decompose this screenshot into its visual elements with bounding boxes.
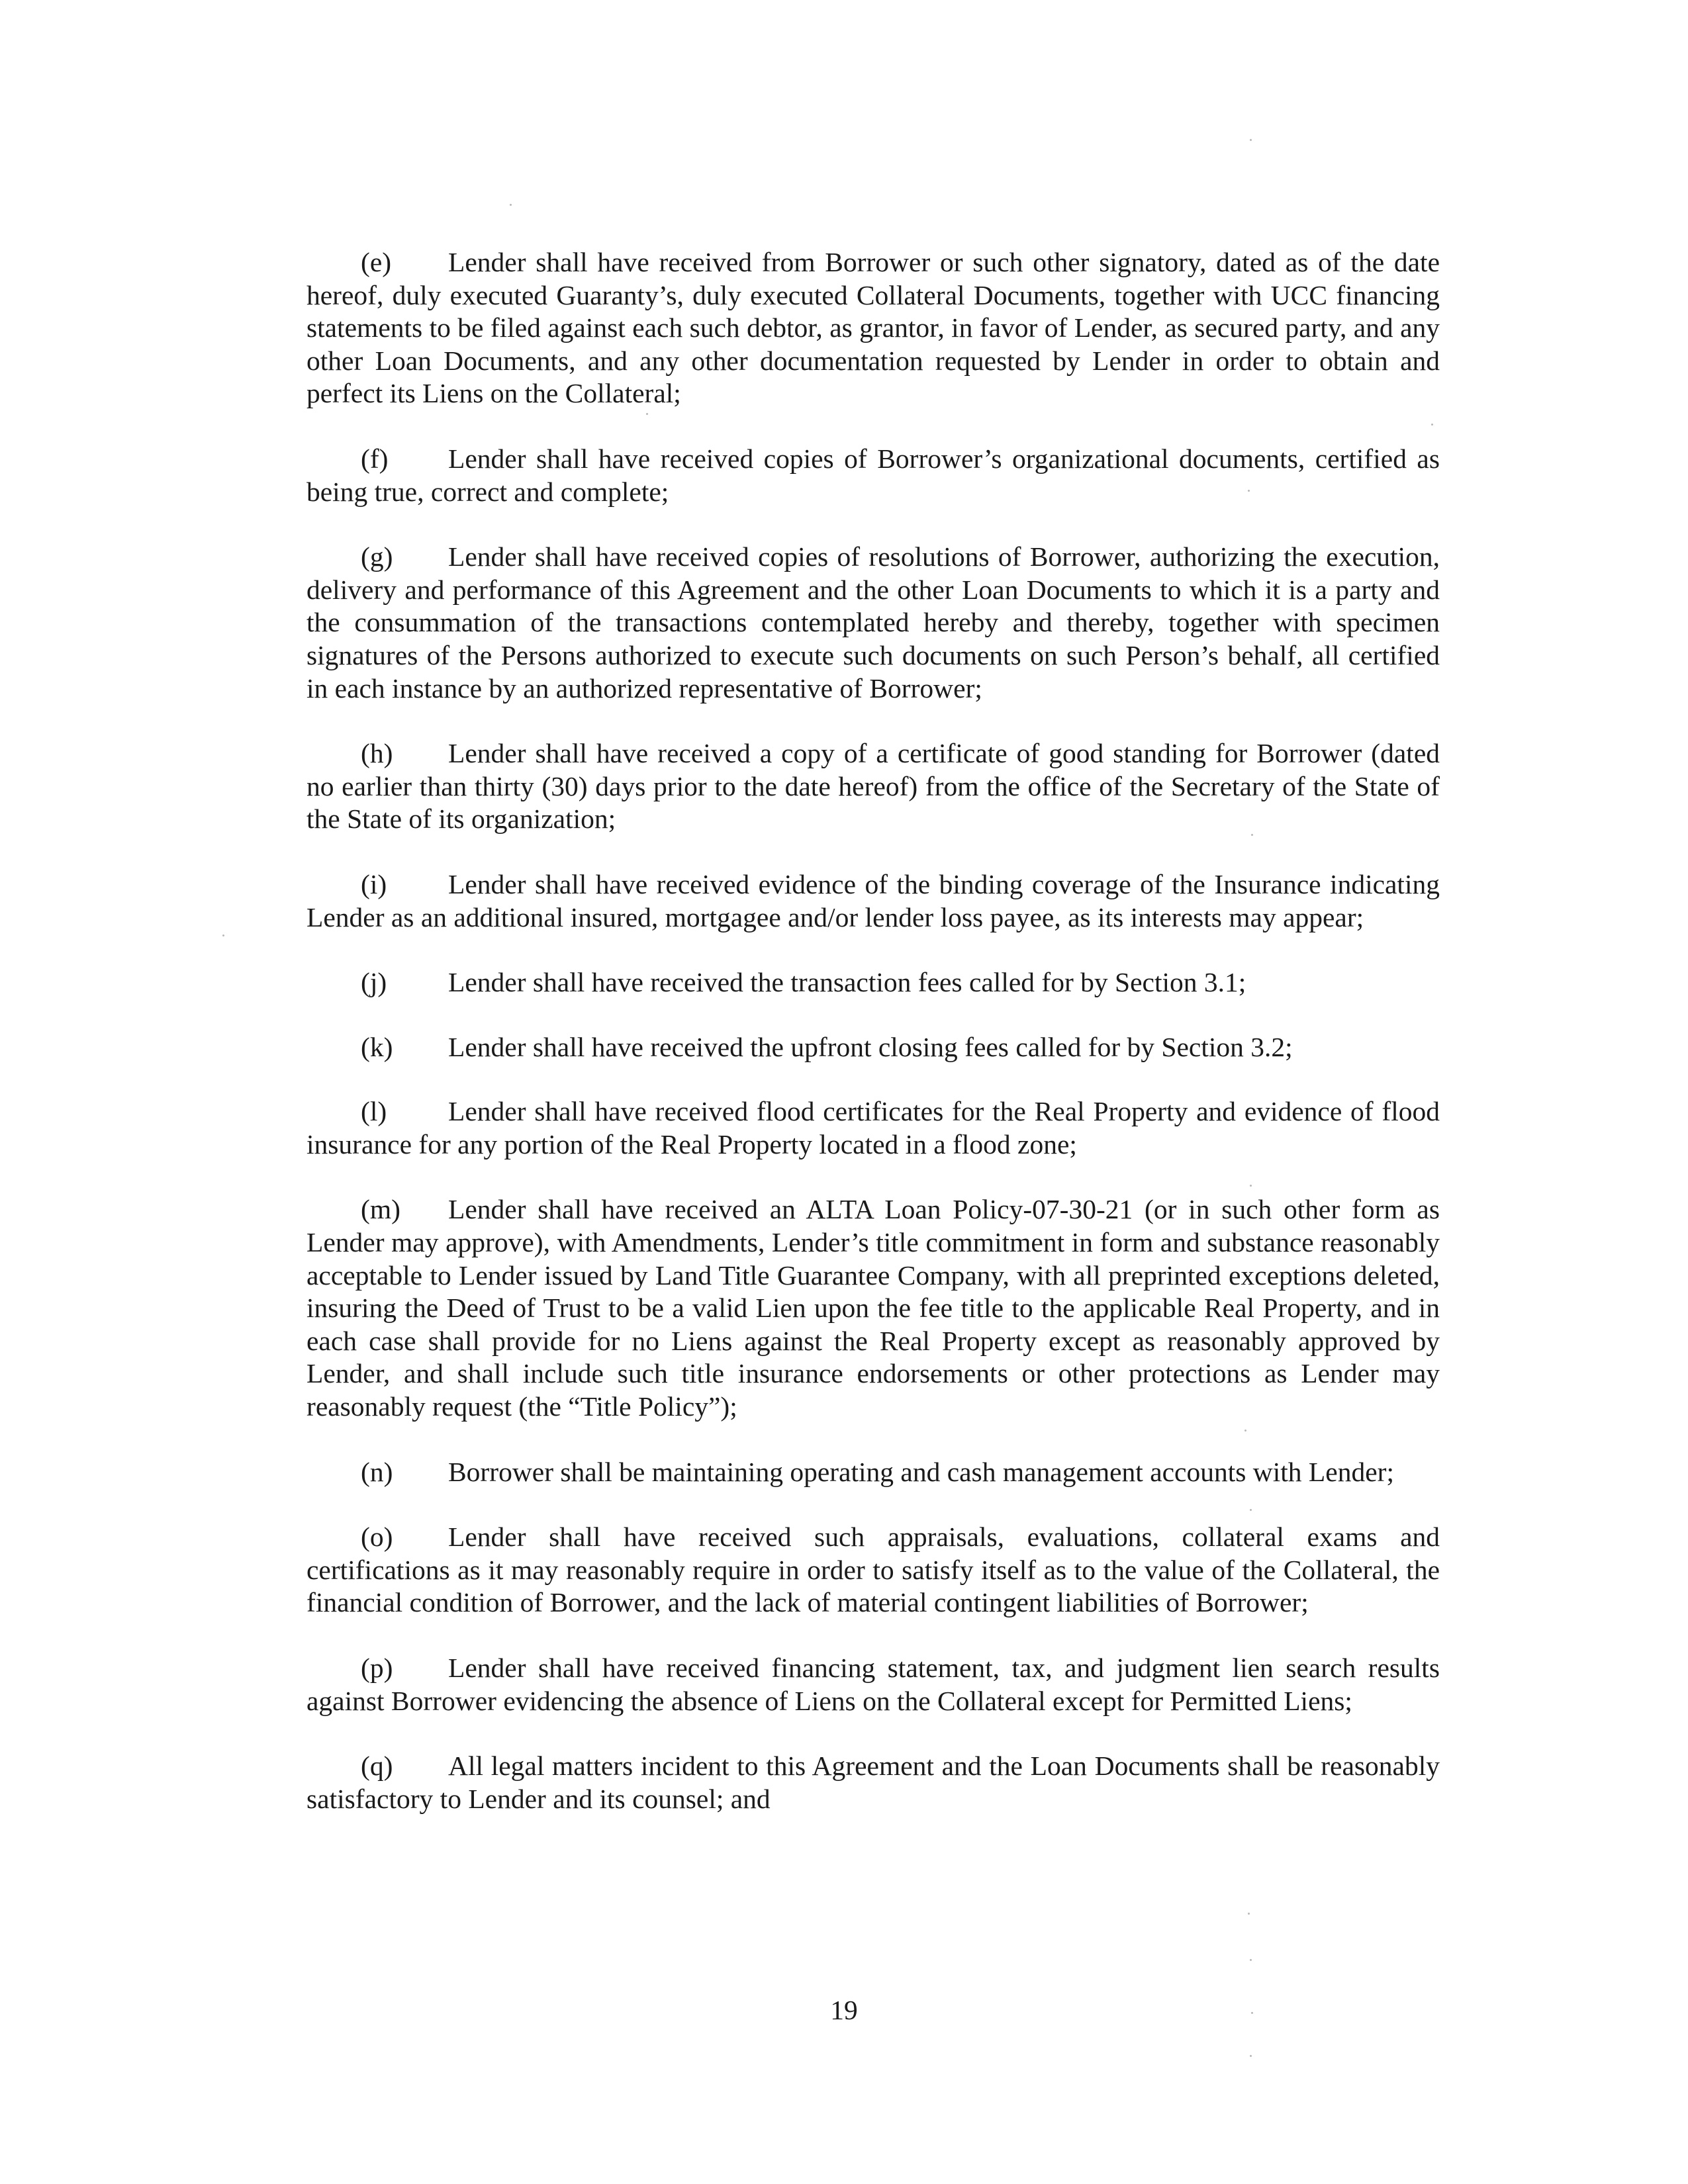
paragraph-text: Lender shall have received an ALTA Loan Policy-07-30-21 (or in such other form as Lender may approve), with Amendments, Lender’s title commitment in form and substance reasonably acceptable to Lender issued by Land Title Guarantee Company, with all preprinted exceptions deleted, insuring the Deed of Trust to be a valid Lien upon the fee title to the applicable Real Property, and in each case shall provide for no Liens against the Real Property except as reasonably approved by Lender, and shall include such title insurance endorsements or other protections as Lender may reasonably request (the “Title Policy”); [306,1194,1440,1422]
paragraph-i [306,868,1440,934]
paragraph-text: Lender shall have received such appraisals, evaluations, collateral exams and certifications as it may reasonably require in order to satisfy itself as to the value of the Collateral, the financial condition of Borrower, and the lack of material contingent liabilities of Borrower; [306,1522,1440,1618]
paragraph-text: Lender shall have received the transaction fees called for by Section 3.1; [448,967,1246,998]
paragraph-text: Lender shall have received copies of Borrower’s organizational documents, certified as being true, correct and complete; [306,443,1440,507]
paragraph-text: Lender shall have received flood certificates for the Real Property and evidence of flood insurance for any portion of the Real Property located in a flood zone; [306,1096,1440,1160]
scan-speck [1251,834,1253,836]
paragraph-e [306,246,1440,410]
scan-speck [1250,1959,1252,1961]
paragraph-g [306,541,1440,705]
scan-speck [1248,490,1250,492]
scan-speck [1251,2012,1253,2014]
scan-speck [1244,1430,1246,1432]
paragraph-marker: (f) [361,443,389,474]
paragraph-marker: (k) [361,1031,393,1062]
paragraph-h [306,737,1440,836]
paragraph-text: Lender shall have received the upfront closing fees called for by Section 3.2; [448,1031,1293,1062]
paragraph-text: Lender shall have received copies of resolutions of Borrower, authorizing the execution, delivery and performance of this Agreement and the other Loan Documents to which it is a party and the consummation of the transactions contemplated hereby and thereby, together with specimen signatures of the Persons authorized to execute such documents on such Person’s behalf, all certified in each instance by an authorized representative of Borrower; [306,541,1440,704]
paragraph-marker: (o) [361,1522,393,1553]
scan-speck [1431,424,1433,426]
paragraph-m [306,1193,1440,1423]
document-body [306,246,1440,1848]
paragraph-marker: (j) [361,967,387,998]
paragraph-j [306,966,1440,999]
paragraph-p [306,1652,1440,1717]
paragraph-q [306,1750,1440,1815]
scan-speck [1250,139,1252,141]
scan-speck [1250,1185,1252,1187]
paragraph-text: Lender shall have received a copy of a certificate of good standing for Borrower (dated no earlier than thirty (30) days prior to the date hereof) from the office of the Secretary of the State of the State of its organization; [306,738,1440,835]
paragraph-marker: (n) [361,1456,393,1487]
paragraph-text: All legal matters incident to this Agreement and the Loan Documents shall be reasonably satisfactory to Lender and its counsel; and [306,1751,1440,1814]
paragraph-marker: (e) [361,247,392,277]
scan-speck [1250,2055,1252,2057]
paragraph-l [306,1095,1440,1161]
paragraph-marker: (l) [361,1096,387,1127]
scan-speck [1250,1509,1252,1511]
paragraph-text: Lender shall have received evidence of the binding coverage of the Insurance indicating Lender as an additional insured, mortgagee and/or lender loss payee, as its interests may appear; [306,868,1440,933]
scan-speck [646,413,648,415]
paragraph-marker: (g) [361,541,393,572]
paragraph-k [306,1031,1440,1064]
scan-speck [510,204,512,206]
paragraph-o [306,1521,1440,1619]
paragraph-marker: (p) [361,1653,393,1683]
page-number: 19 [830,1995,858,2025]
paragraph-n [306,1456,1440,1489]
paragraph-text: Borrower shall be maintaining operating and cash management accounts with Lender; [448,1456,1394,1487]
paragraph-marker: (i) [361,868,387,899]
scan-speck [222,934,224,936]
paragraph-marker: (m) [361,1194,400,1225]
paragraph-f [306,443,1440,508]
paragraph-marker: (q) [361,1751,393,1782]
paragraph-text: Lender shall have received financing statement, tax, and judgment lien search results against Borrower evidencing the absence of Liens on the Collateral except for Permitted Liens; [306,1653,1440,1716]
paragraph-marker: (h) [361,738,393,769]
scan-speck [1248,1913,1250,1915]
paragraph-text: Lender shall have received from Borrower or such other signatory, dated as of the date hereof, duly executed Guaranty’s, duly executed Collateral Documents, together with UCC financing statements to be filed against each such debtor, as grantor, in favor of Lender, as secured party, and any other Loan Documents, and any other documentation requested by Lender in order to obtain and perfect its Liens on the Collateral; [306,247,1440,409]
